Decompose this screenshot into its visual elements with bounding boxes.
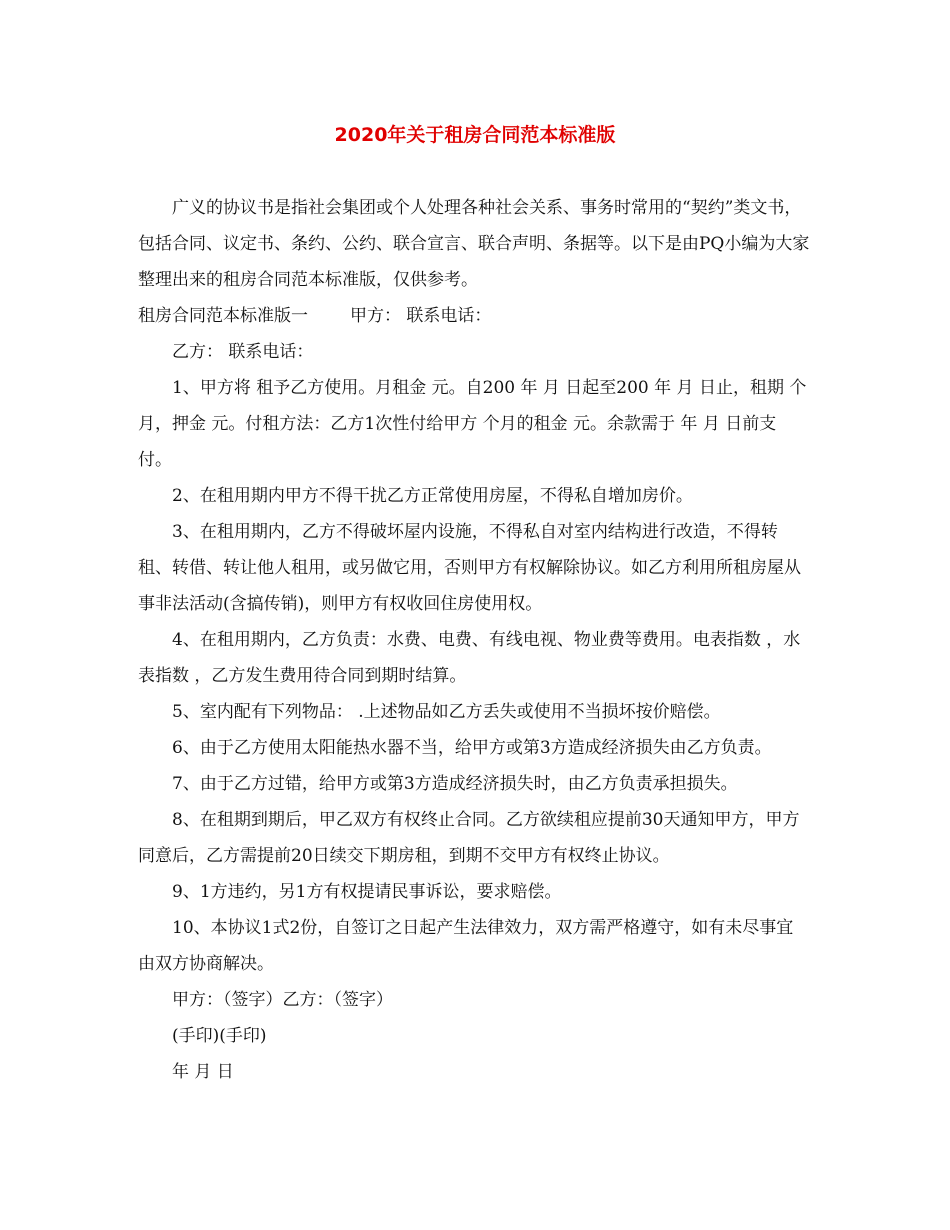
- clause-5: 5、室内配有下列物品： .上述物品如乙方丢失或使用不当损坏按价赔偿。: [172, 702, 721, 722]
- clause-4: 4、在租用期内，乙方负责：水费、电费、有线电视、物业费等费用。电表指数 ，水表指数 ，乙方发生费用待合同到期时结算。: [138, 630, 801, 686]
- version-line: [138, 298, 810, 334]
- seal-line: (手印)(手印): [172, 1026, 267, 1046]
- clause-3: 3、在租用期内，乙方不得破坏屋内设施，不得私自对室内结构进行改造，不得转租、转借、转让他人租用，或另做它用，否则甲方有权解除协议。如乙方利用所租房屋从事非法活动(含搞传销)，则甲方有权收回住房使用权。: [138, 522, 801, 614]
- clause-1: 1、甲方将 租予乙方使用。月租金 元。自200 年 月 日起至200 年 月 日止，租期 个月，押金 元。付租方法：乙方1次性付给甲方 个月的租金 元。余款需于 年 月 日前支付。: [138, 378, 807, 470]
- clause-9: 9、1方违约，另1方有权提请民事诉讼，要求赔偿。: [172, 882, 562, 902]
- clause-6: 6、由于乙方使用太阳能热水器不当，给甲方或第3方造成经济损失由乙方负责。: [172, 738, 772, 758]
- party-a-contact: 甲方： 联系电话：: [350, 306, 492, 326]
- party-b-contact: 乙方： 联系电话：: [172, 342, 314, 362]
- intro-paragraph: 广义的协议书是指社会集团或个人处理各种社会关系、事务时常用的“契约”类文书，包括合同、议定书、条约、公约、联合宣言、联合声明、条据等。以下是由PQ小编为大家整理出来的租房合同范本标准版，仅供参考。: [138, 198, 810, 290]
- clause-2: 2、在租用期内甲方不得干扰乙方正常使用房屋，不得私自增加房价。: [172, 486, 693, 506]
- clause-10: 10、本协议1式2份，自签订之日起产生法律效力，双方需严格遵守，如有未尽事宜由双方协商解决。: [138, 918, 794, 974]
- clause-7: 7、由于乙方过错，给甲方或第3方造成经济损失时，由乙方负责承担损失。: [172, 774, 738, 794]
- document-title: 2020年关于租房合同范本标准版: [334, 124, 616, 146]
- date-line: 年 月 日: [172, 1062, 234, 1082]
- document-body: [138, 190, 810, 1090]
- version-heading: 租房合同范本标准版一: [138, 306, 308, 326]
- signature-line: 甲方：（签字）乙方：（签字）: [172, 990, 393, 1010]
- clause-8: 8、在租期到期后，甲乙双方有权终止合同。乙方欲续租应提前30天通知甲方，甲方同意后，乙方需提前20日续交下期房租，到期不交甲方有权终止协议。: [138, 810, 800, 866]
